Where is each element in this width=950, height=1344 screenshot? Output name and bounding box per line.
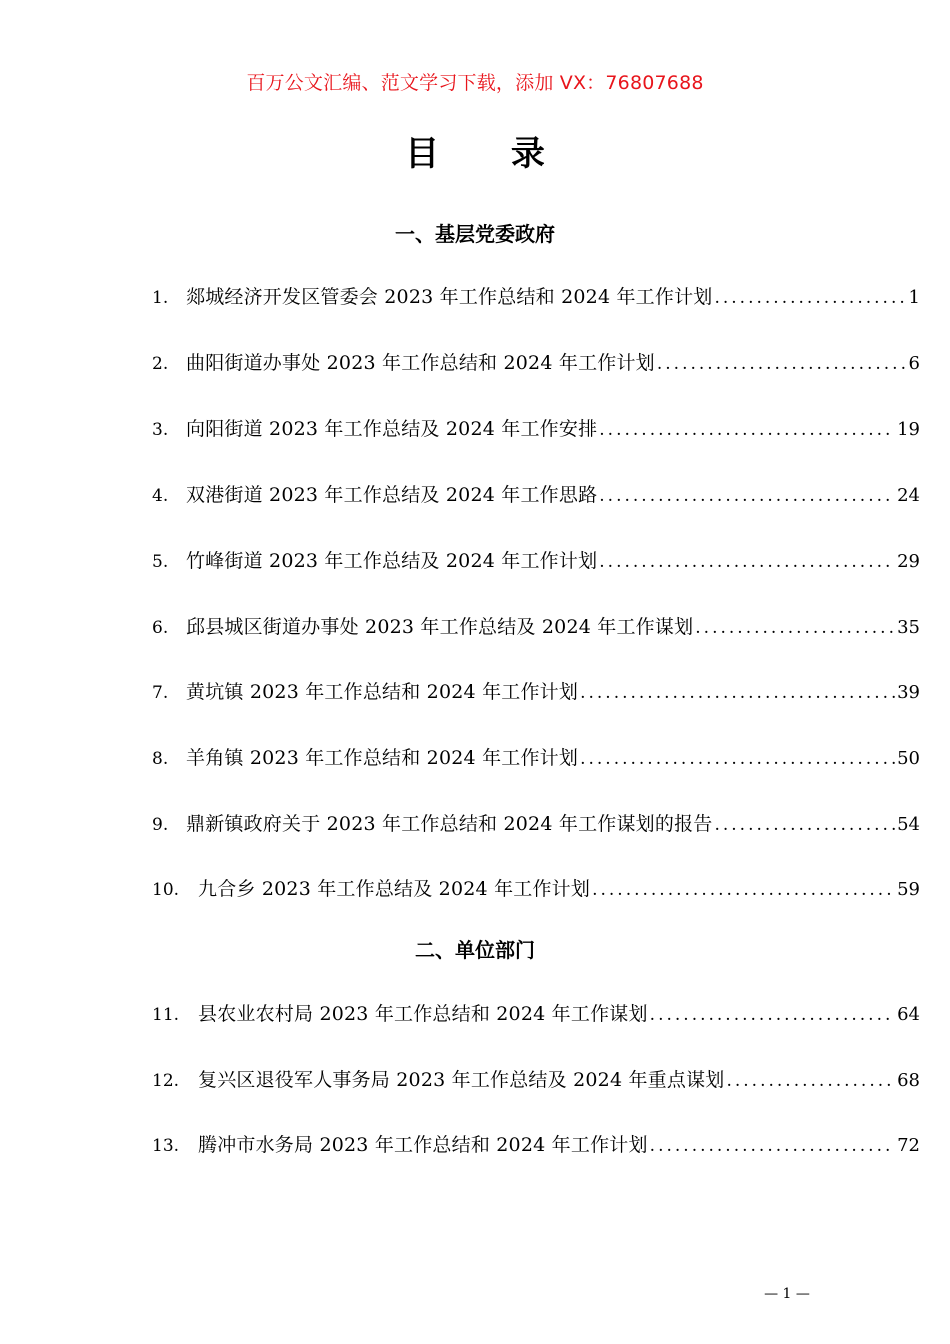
page-title: 目 录 bbox=[405, 134, 575, 174]
toc-entry-number: 10. bbox=[152, 880, 180, 900]
toc-entry-page: 64 bbox=[897, 1004, 920, 1025]
footer-page-number: 1 bbox=[782, 1286, 792, 1302]
toc-dot-leader bbox=[714, 288, 906, 308]
toc-entry-title: 鼎新镇政府关于 2023 年工作总结和 2024 年工作谋划的报告 bbox=[186, 813, 713, 835]
toc-entry[interactable] bbox=[152, 612, 920, 642]
toc-entry[interactable] bbox=[152, 480, 920, 510]
toc-entry-title: 向阳街道 2023 年工作总结及 2024 年工作安排 bbox=[186, 418, 598, 440]
toc-entry[interactable] bbox=[152, 282, 920, 312]
toc-entry-number: 13. bbox=[152, 1136, 180, 1156]
toc-dot-leader bbox=[580, 749, 895, 769]
toc-entry-page: 29 bbox=[897, 551, 920, 572]
toc-entry-number: 2. bbox=[152, 354, 169, 374]
toc-entry[interactable] bbox=[152, 546, 920, 576]
page-footer bbox=[748, 1286, 826, 1302]
toc-entry-number: 12. bbox=[152, 1071, 180, 1091]
toc-entry-title: 九合乡 2023 年工作总结及 2024 年工作计划 bbox=[198, 878, 591, 900]
section-heading-departments: 二、单位部门 bbox=[415, 938, 535, 962]
toc-entry[interactable] bbox=[152, 348, 920, 378]
toc-entry-number: 8. bbox=[152, 749, 169, 769]
toc-entry-title: 复兴区退役军人事务局 2023 年工作总结及 2024 年重点谋划 bbox=[198, 1069, 725, 1091]
toc-dot-leader bbox=[592, 880, 895, 900]
toc-dot-leader bbox=[714, 815, 895, 835]
toc-entry-number: 7. bbox=[152, 683, 169, 703]
toc-entry-number: 5. bbox=[152, 552, 169, 572]
toc-entry-title: 邱县城区街道办事处 2023 年工作总结及 2024 年工作谋划 bbox=[186, 616, 694, 638]
toc-entry[interactable] bbox=[152, 874, 920, 904]
toc-entry-page: 35 bbox=[897, 617, 920, 638]
toc-entry[interactable] bbox=[152, 1065, 920, 1095]
toc-entry-page: 39 bbox=[897, 682, 920, 703]
toc-entry-page: 6 bbox=[908, 353, 920, 374]
toc-entry[interactable] bbox=[152, 809, 920, 839]
toc-entry-title: 郯城经济开发区管委会 2023 年工作总结和 2024 年工作计划 bbox=[186, 286, 713, 308]
toc-entry-number: 11. bbox=[152, 1005, 180, 1025]
toc-entry-number: 3. bbox=[152, 420, 169, 440]
toc-dot-leader bbox=[726, 1071, 895, 1091]
toc-dot-leader bbox=[650, 1005, 895, 1025]
section-heading-grassroots: 一、基层党委政府 bbox=[395, 222, 555, 246]
toc-entry-title: 县农业农村局 2023 年工作总结和 2024 年工作谋划 bbox=[198, 1003, 648, 1025]
toc-entry-title: 黄坑镇 2023 年工作总结和 2024 年工作计划 bbox=[186, 681, 579, 703]
toc-entry-page: 24 bbox=[897, 485, 920, 506]
toc-entry-number: 6. bbox=[152, 618, 169, 638]
toc-entry-number: 1. bbox=[152, 288, 169, 308]
toc-entry-title: 曲阳街道办事处 2023 年工作总结和 2024 年工作计划 bbox=[186, 352, 655, 374]
toc-dot-leader bbox=[599, 552, 895, 572]
toc-entry-page: 59 bbox=[897, 879, 920, 900]
toc-entry-title: 羊角镇 2023 年工作总结和 2024 年工作计划 bbox=[186, 747, 579, 769]
toc-entry[interactable] bbox=[152, 1130, 920, 1160]
toc-dot-leader bbox=[580, 683, 895, 703]
toc-entry-number: 9. bbox=[152, 815, 169, 835]
toc-entry-number: 4. bbox=[152, 486, 169, 506]
toc-entry[interactable] bbox=[152, 414, 920, 444]
toc-entry-page: 50 bbox=[897, 748, 920, 769]
toc-dot-leader bbox=[650, 1136, 895, 1156]
footer-dash-left: — bbox=[764, 1286, 779, 1302]
toc-entry[interactable] bbox=[152, 999, 920, 1029]
toc-entry-page: 19 bbox=[897, 419, 920, 440]
watermark-banner: 百万公文汇编、范文学习下载，添加 VX：76807688 bbox=[246, 72, 704, 94]
toc-entry-page: 54 bbox=[897, 814, 920, 835]
toc-dot-leader bbox=[695, 618, 895, 638]
toc-entry[interactable] bbox=[152, 677, 920, 707]
toc-dot-leader bbox=[599, 486, 895, 506]
toc-entry-title: 腾冲市水务局 2023 年工作总结和 2024 年工作计划 bbox=[198, 1134, 648, 1156]
toc-entry-title: 双港街道 2023 年工作总结及 2024 年工作思路 bbox=[186, 484, 598, 506]
toc-entry[interactable] bbox=[152, 743, 920, 773]
toc-entry-page: 72 bbox=[897, 1135, 920, 1156]
toc-dot-leader bbox=[599, 420, 895, 440]
toc-entry-page: 68 bbox=[897, 1070, 920, 1091]
toc-entry-title: 竹峰街道 2023 年工作总结及 2024 年工作计划 bbox=[186, 550, 598, 572]
toc-dot-leader bbox=[657, 354, 907, 374]
toc-entry-page: 1 bbox=[908, 287, 920, 308]
footer-dash-right: — bbox=[795, 1286, 810, 1302]
